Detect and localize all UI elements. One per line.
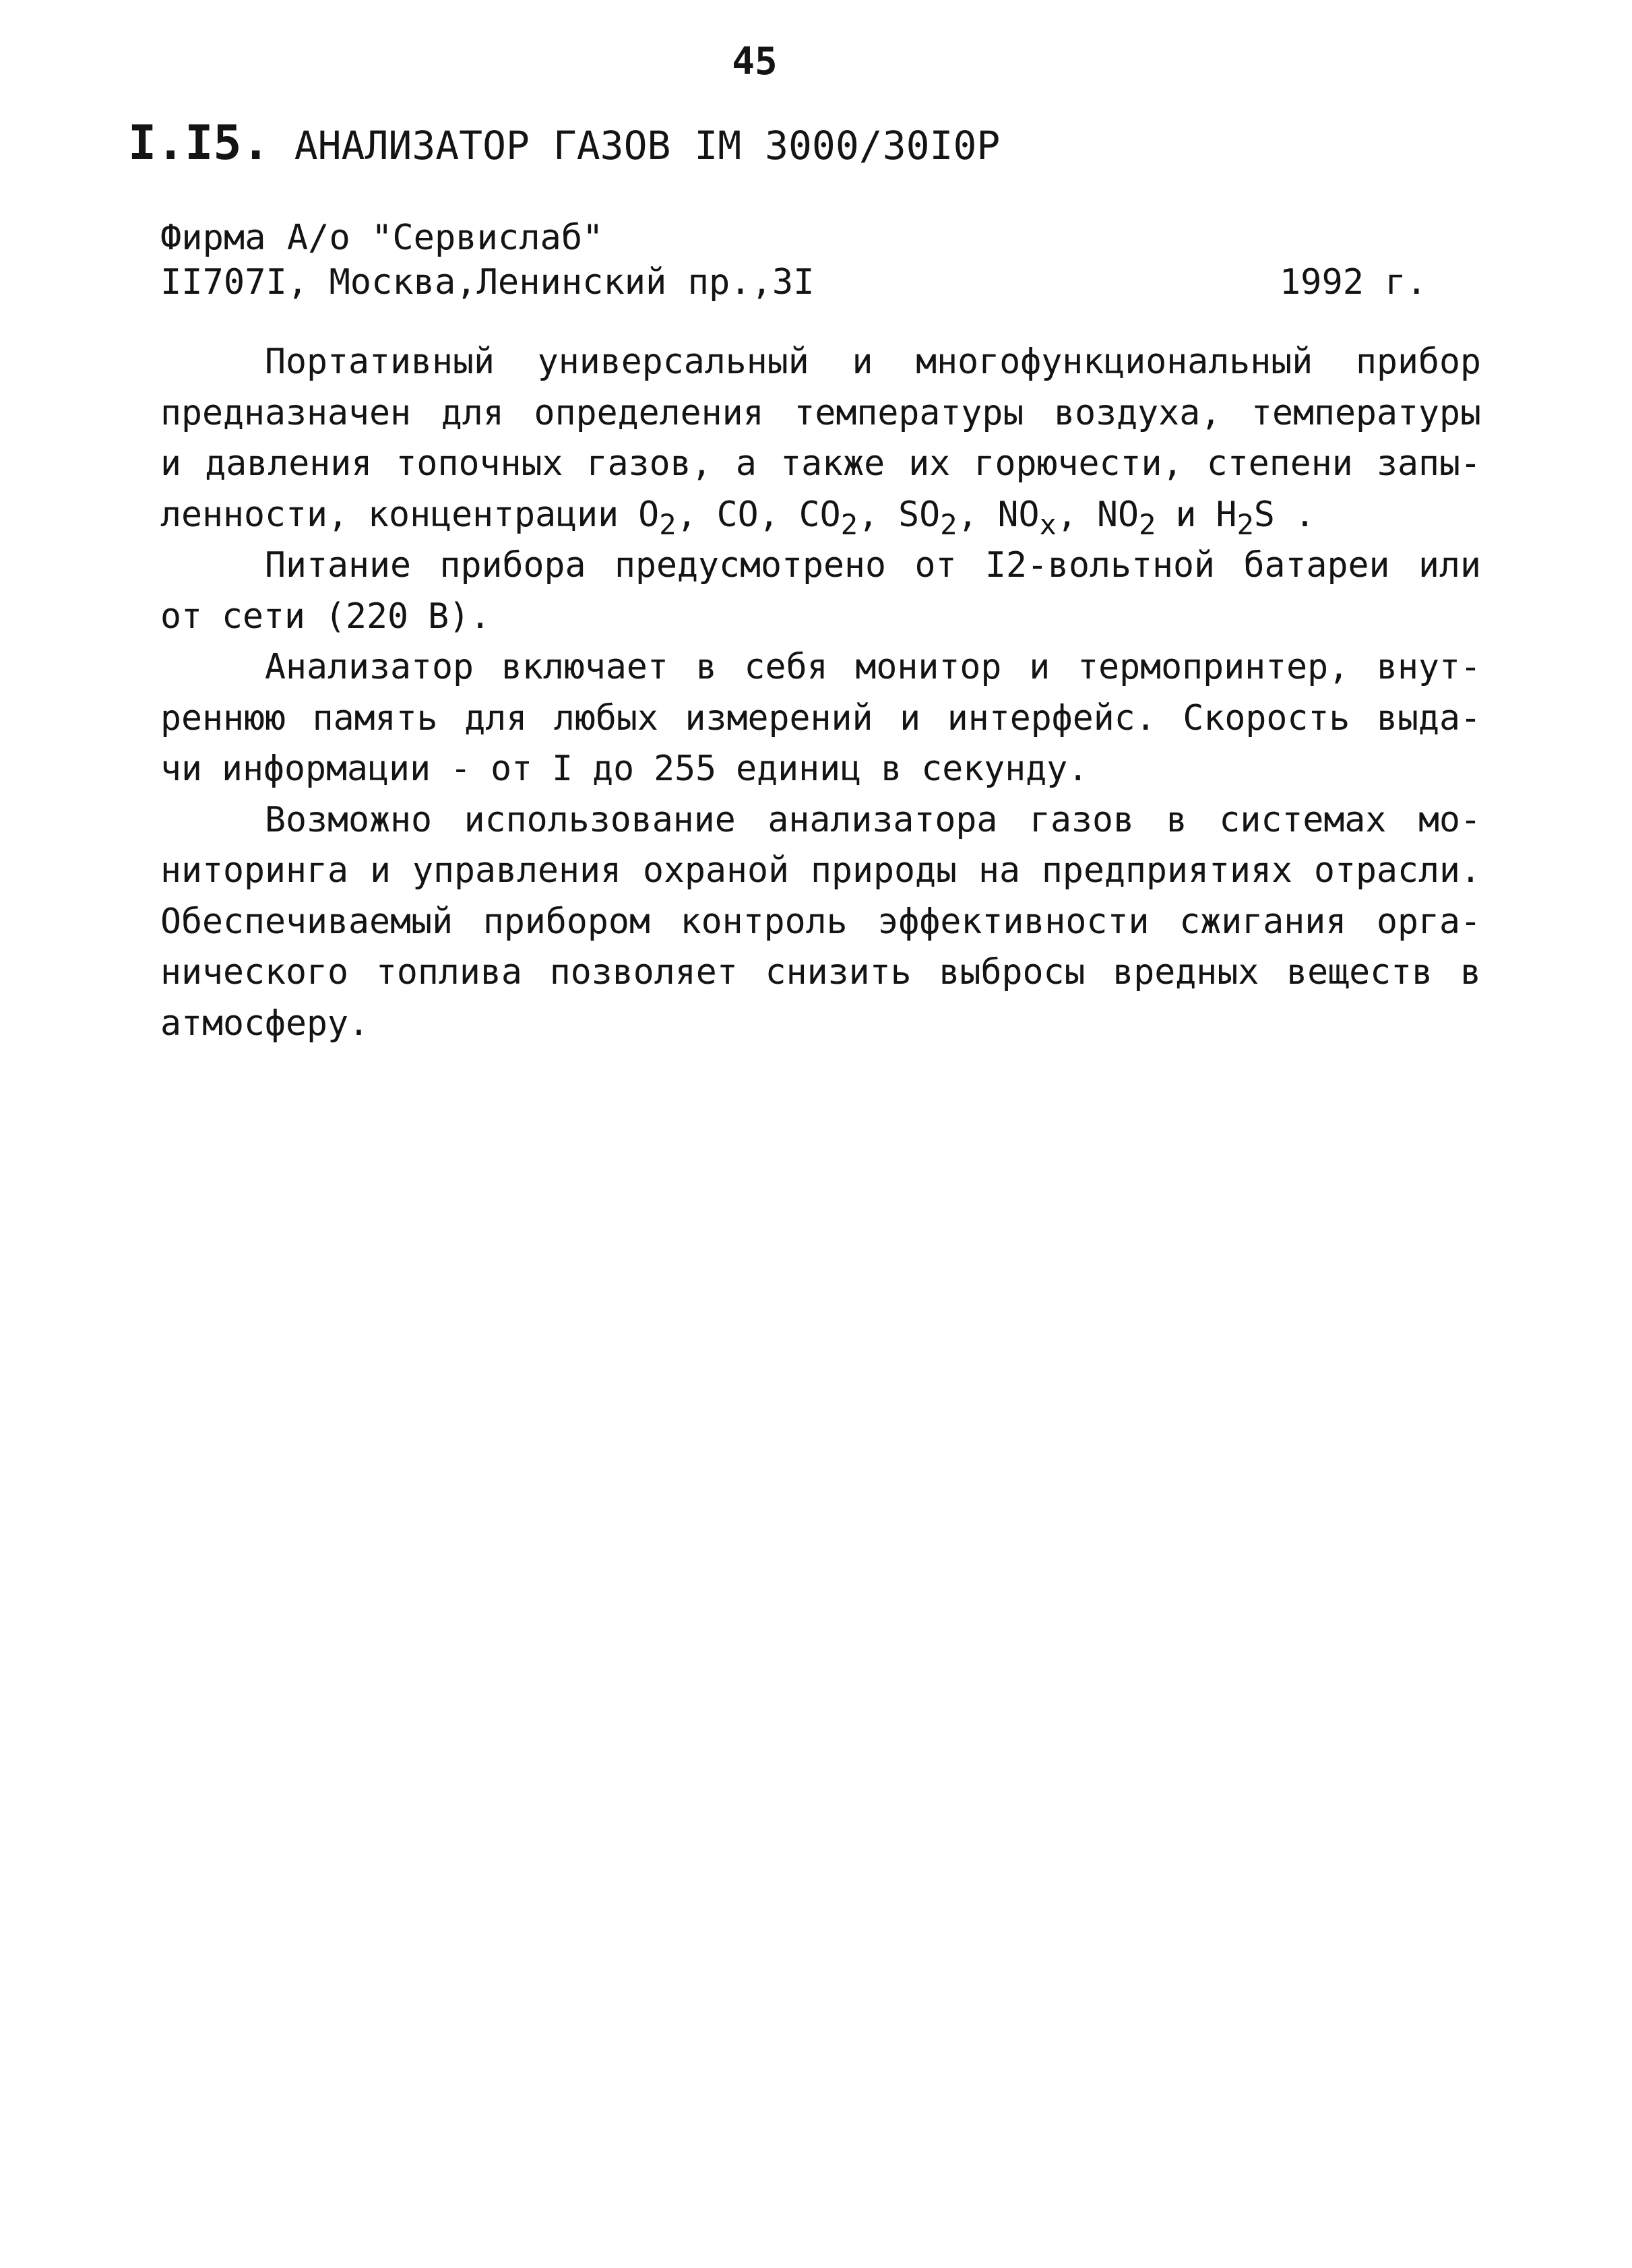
text-fragment: ленности, концентрации — [160, 494, 619, 535]
formula-nox: $NO_x$ — [997, 494, 1057, 541]
firm-address: II707I, Москва,Ленинский пр.,3I — [160, 262, 815, 303]
formula-co2: $CO_2$ — [798, 494, 858, 541]
paragraph-3 — [160, 642, 1481, 795]
firm-name: Фирма А/о "Сервислаб" — [160, 218, 604, 258]
text-line: атмосферу. — [160, 1003, 370, 1044]
text-line: и давления топочных газов, а также их горючести, степени запы- — [160, 443, 1481, 484]
text-line: Возможно использование анализатора газов в системах мо- — [265, 799, 1481, 840]
text-line: Портативный универсальный и многофункциональный прибор — [265, 342, 1481, 382]
paragraph-1 — [160, 337, 1481, 540]
formula-so2: $SO_2$ — [898, 494, 958, 541]
body-text — [160, 337, 1481, 1049]
formula-o2: $O_2$ — [638, 494, 677, 541]
text-fragment: и — [1175, 494, 1197, 535]
formula-h2s: $H_2S$ — [1216, 494, 1275, 541]
section-number: I.I5. — [128, 115, 270, 170]
text-line: ниторинга и управления охраной природы на предприятиях отрасли. — [160, 850, 1481, 891]
text-line: предназначен для определения температуры воздуха, температуры — [160, 392, 1481, 433]
text-line: реннюю память для любых измерений и интерфейс. Скорость выда- — [160, 697, 1481, 738]
paragraph-4 — [160, 795, 1481, 1050]
firm-address-row — [160, 260, 1427, 305]
section-heading — [128, 116, 1000, 172]
text-fragment: . — [1294, 494, 1315, 535]
formula-no2: $NO_2$ — [1096, 494, 1156, 541]
text-line: от сети (220 В). — [160, 596, 491, 637]
section-title: АНАЛИЗАТОР ГАЗОВ IM 3000/30I0P — [294, 123, 1001, 168]
formula-co: CO — [716, 494, 759, 535]
text-line: нического топлива позволяет снизить выбросы вредных веществ в — [160, 952, 1481, 993]
text-line: ленности, концентрации $O_2$, CO, $CO_2$, $SO_2$, $NO_x$, $NO_2$ и $H_2S$ . — [160, 494, 1315, 541]
paragraph-2 — [160, 540, 1481, 642]
text-line: Обеспечиваемый прибором контроль эффективности сжигания орга- — [160, 901, 1481, 942]
firm-year: 1992 г. — [1279, 262, 1427, 303]
text-line: чи информации - от I до 255 единиц в секунду. — [160, 749, 1089, 789]
page-number: 45 — [732, 40, 778, 84]
text-line: Анализатор включает в себя монитор и термопринтер, внут- — [265, 647, 1481, 687]
text-line: Питание прибора предусмотрено от I2-вольтной батареи или — [265, 545, 1481, 586]
firm-block — [160, 216, 1427, 305]
